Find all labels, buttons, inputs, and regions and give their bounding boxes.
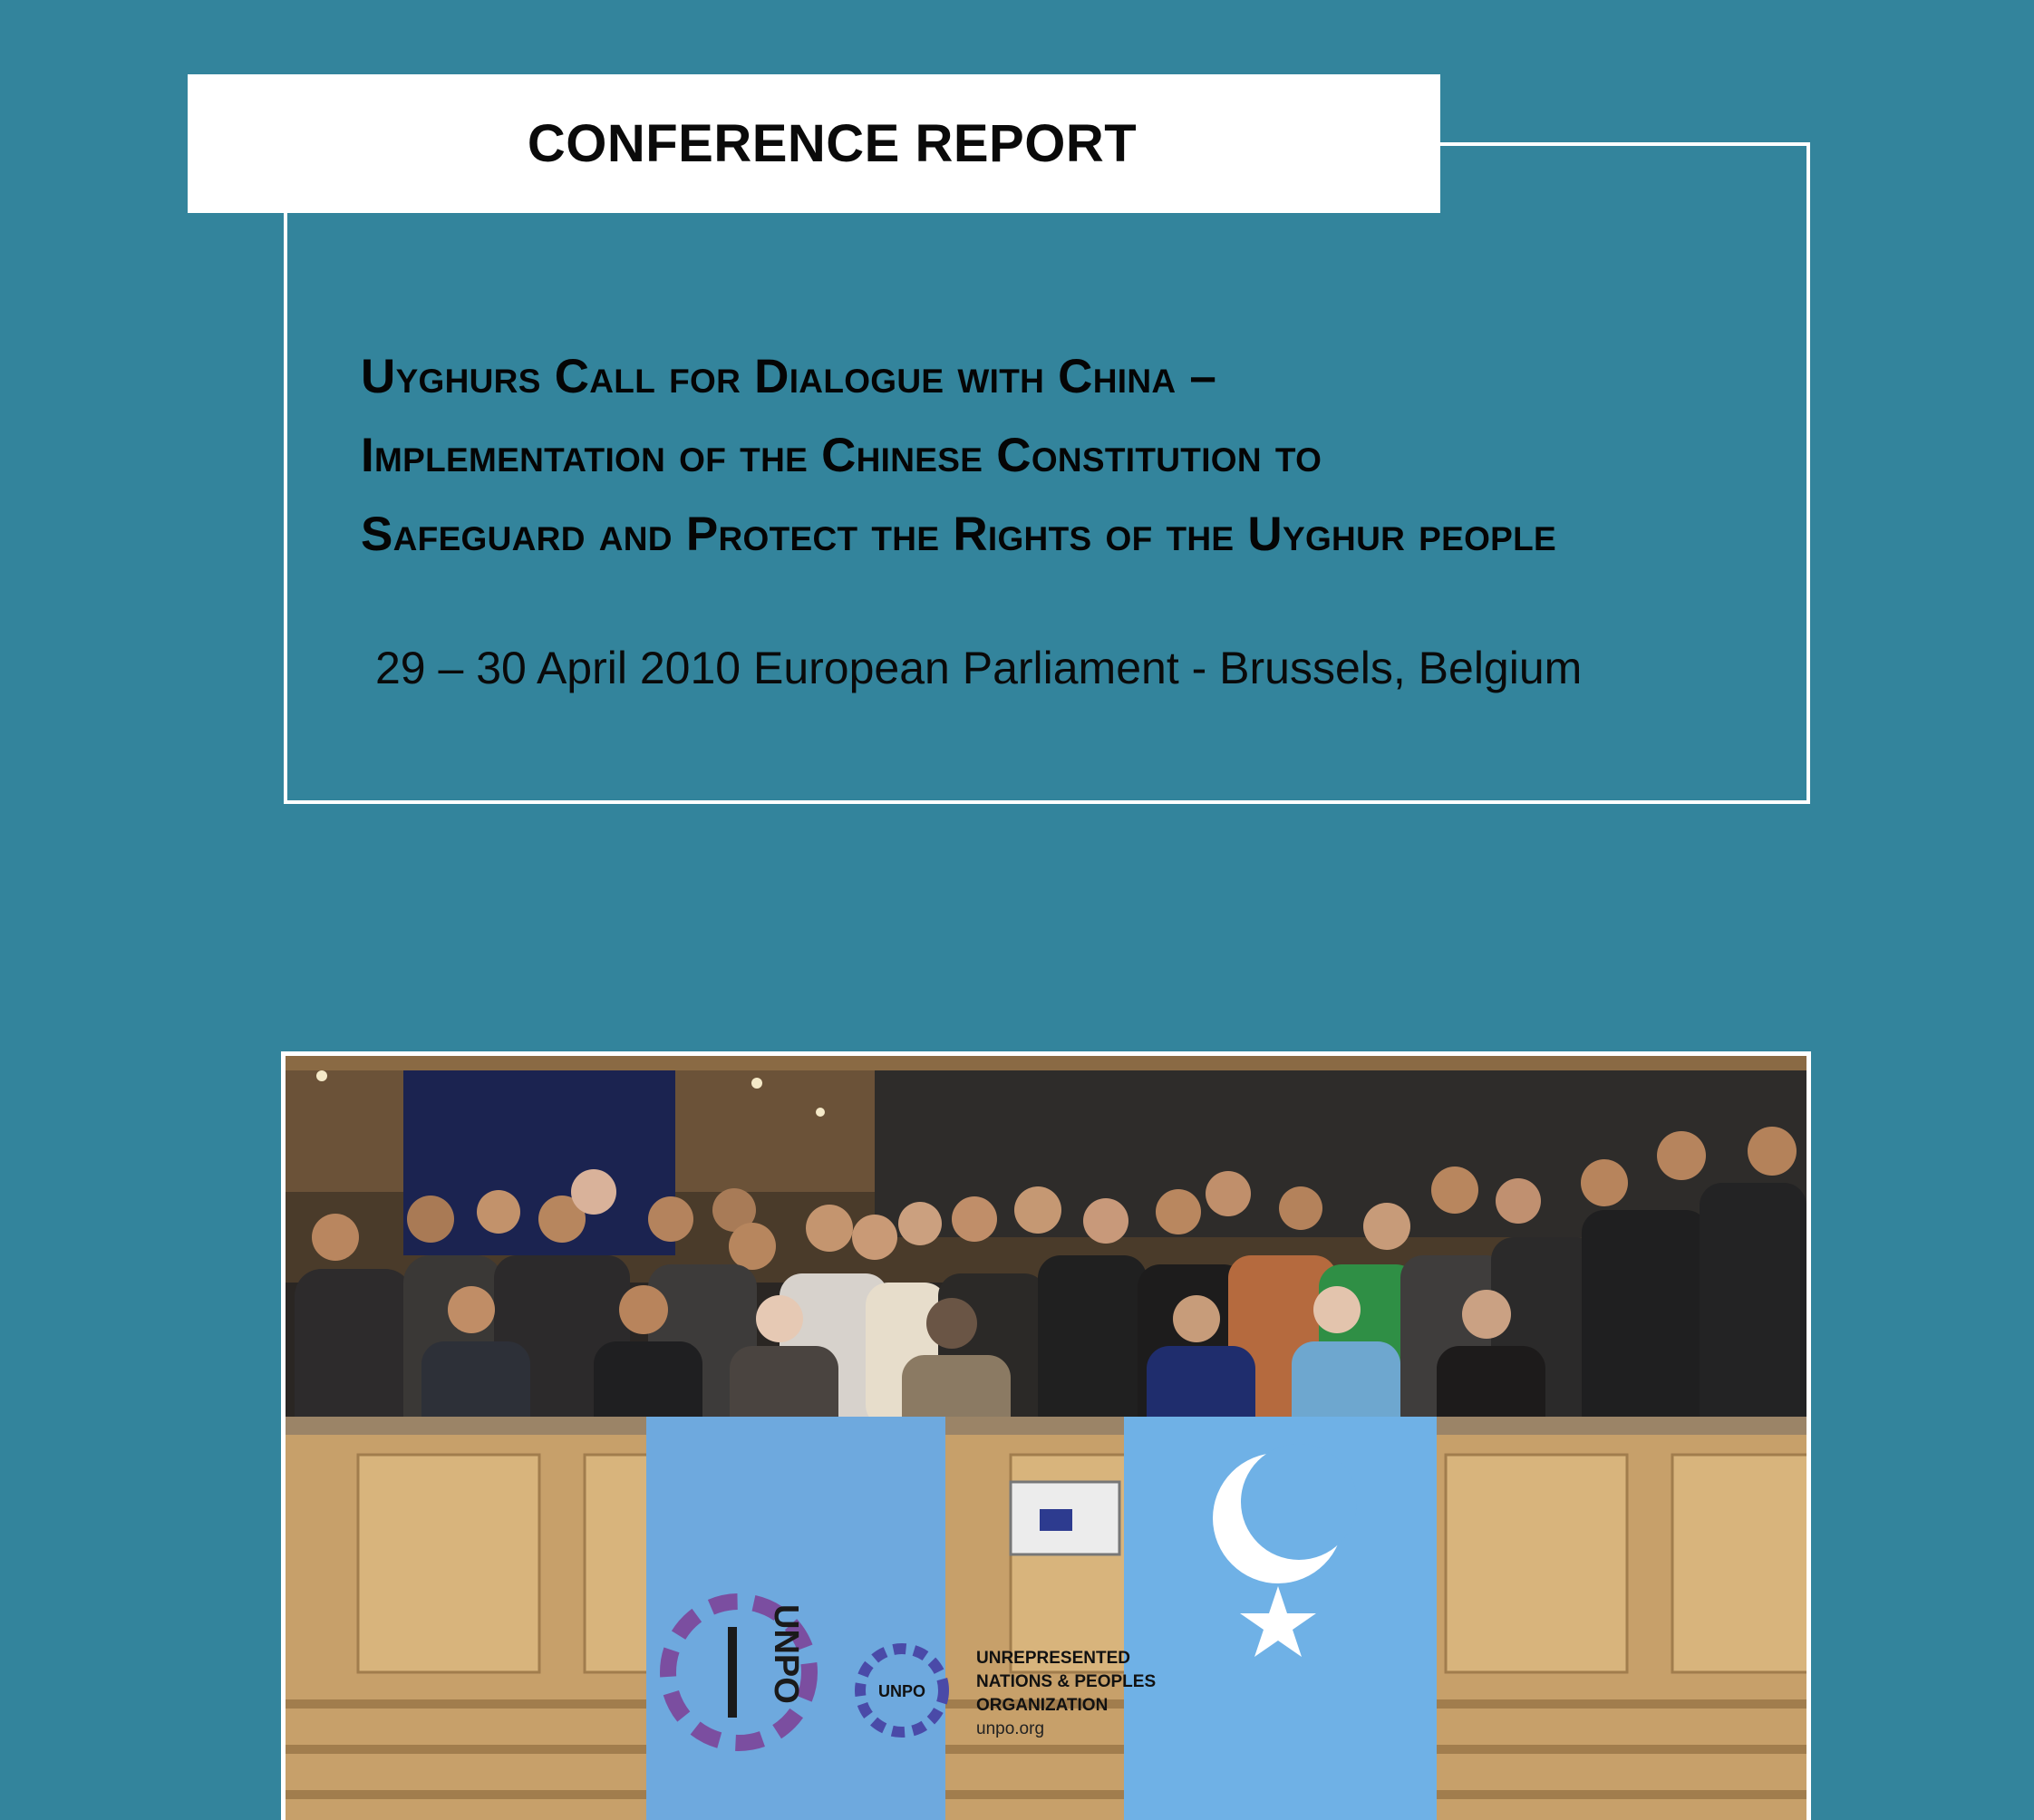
- title-line-2: Implementation of the Chinese Constitution to: [361, 429, 1322, 482]
- logo-name-line-2: NATIONS & PEOPLES: [976, 1672, 1157, 1691]
- unpo-logo: [848, 1627, 1210, 1754]
- logo-name: [976, 1647, 1156, 1718]
- logo-name-line-3: ORGANIZATION: [976, 1696, 1109, 1715]
- report-title: [361, 337, 1793, 574]
- logo-monogram: UNPO: [877, 1682, 926, 1700]
- logo-name-line-1: UNREPRESENTED: [976, 1649, 1130, 1668]
- event-date-location: 29 – 30 April 2010 European Parliament - Brussels, Belgium: [375, 643, 1583, 693]
- svg-text:UNPO: UNPO: [767, 1604, 805, 1704]
- title-line-3: Safeguard and Protect the Rights of the Uyghur people: [361, 508, 1557, 561]
- logo-url: unpo.org: [976, 1719, 1045, 1738]
- unpo-logo-mark: [848, 1636, 956, 1745]
- title-line-1: Uyghurs Call for Dialogue with China –: [361, 350, 1217, 403]
- report-label-box: [188, 74, 1440, 213]
- report-type-label: CONFERENCE REPORT: [527, 114, 1138, 173]
